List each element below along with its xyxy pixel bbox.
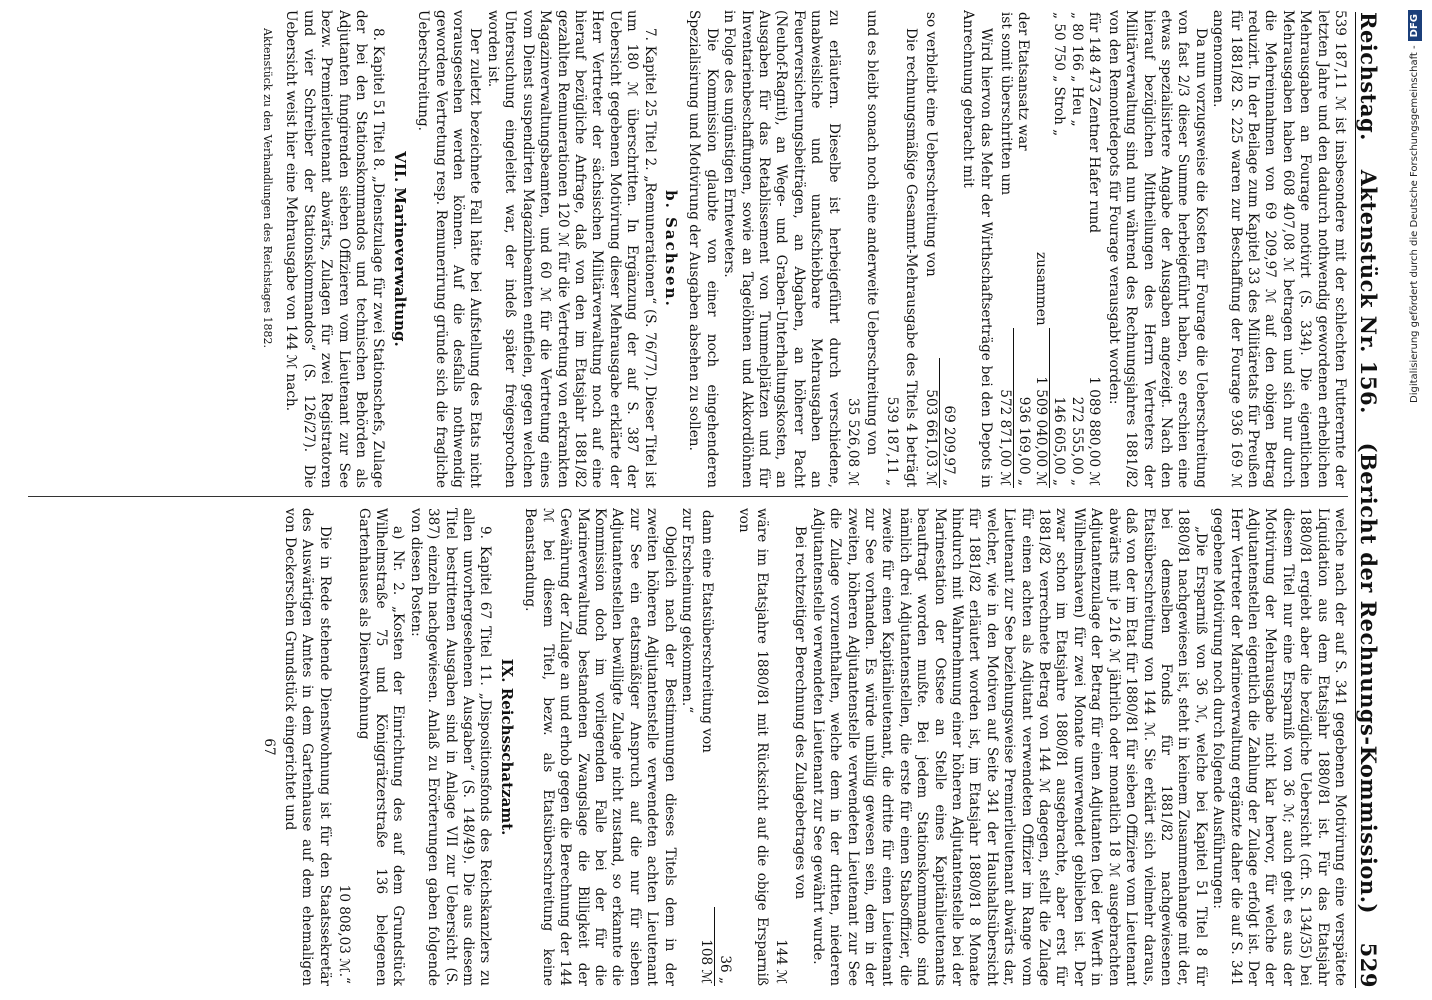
table-row bbox=[715, 508, 733, 986]
paragraph: Bei rechtzeitiger Berechnung des Zulagebetrages von bbox=[792, 526, 809, 900]
paragraph: Die rechnungsmäßige Gesammt-Mehrausgabe des Titels 4 beträgt bbox=[903, 28, 920, 488]
row-label: für 148 473 Zentner Hafer rund bbox=[1086, 12, 1103, 234]
row-label: der Etatsansatz war bbox=[1015, 12, 1032, 151]
row-value: 36 „ bbox=[716, 955, 733, 984]
section-heading: IX. Reichsschatzamt. bbox=[497, 658, 516, 836]
table-row bbox=[1068, 10, 1085, 488]
row-value: 69 209,97 „ bbox=[941, 405, 958, 486]
footnote: Aktenstück zu den Verhandlungen des Reichstages 1882. bbox=[261, 28, 275, 348]
paragraph: welche nach der auf S. 341 gegebenen Motivirung eine verspätete Liquidation aus dem Etatsjahr 1880/81 ist. Für das Etatsjahr 1880/81 ergiebt aber die bezügliche Uebersicht (cfr. S. 134/35) bei diesem Titel nur eine Ersparniß von 36 ℳ; auch geht es aus der Motivirung der Mehrausgabe nicht klar hervor, für welche der Adjutantenstellen eigentlich die Zahlung der Zulage erfolgt ist. Der Herr Vertreter der Marineverwaltung ergänzte daher die auf S. 341 gegebene Motivirung noch durch folgende Ausführungen: bbox=[1210, 508, 1348, 986]
paragraph: Die Kommission glaubte von einer noch eingehenderen Spezialisirung und Motivirung der Ausgaben absehen zu sollen. bbox=[686, 10, 720, 488]
row-value: 35 526,08 ℳ bbox=[845, 397, 862, 486]
calc-table bbox=[697, 508, 733, 986]
paragraph: Obgleich nach der Bestimmungen dieses Titels dem in der zweiten höheren Adjutantenstelle verwendeten achten Lieutenant zur See ein etatsmäßiger Anspruch auf die nur für sieben Adjutantenstellen bewilligte Zulage nicht zustand, so erkannte die Kommission doch im vorliegenden Falle bei der für die Marineverwaltung bestandenen Zwangslage die Billigkeit der Gewährung der Zulage an und erhob gegen die Berechnung der 144 ℳ bei diesem Titel, bezw. als Etatsüberschreitung keine Beanstandung. bbox=[522, 508, 678, 986]
paragraph: 8. Kapitel 51 Titel 8. „Dienstzulage für zwei Stationschefs, Zulage der bei den Stationskommandos und technischen Behörden als Adjutanten fungirenden sieben Offizieren vom Lieutenant zur See bezw. Premierlieutenant abwärts, Zulagen für zwei Registratoren und vier Schreiber der Stationskommandos“ (S. 126/27). Die Uebersicht weist hier eine Mehrausgabe von 144 ℳ nach. bbox=[283, 10, 387, 488]
column-divider bbox=[28, 496, 1348, 497]
row-value: 10 808,03 ℳ.“ bbox=[336, 884, 353, 984]
table-row bbox=[1032, 10, 1050, 488]
signature-mark: 67 bbox=[260, 738, 277, 756]
table-row bbox=[921, 10, 939, 488]
paragraph: „Die Ersparniß von 36 ℳ, welche bei Kapitel 51 Titel 8 für 1880/81 nachgewiesen ist, steht in keinem Zusammenhange mit der, bei demselben Fonds für 1881/82 nachgewiesenen Etatsüberschreitung von 144 ℳ. Sie erklärt sich vielmehr daraus, daß von der im Etat für 1880/81 für sieben Offiziere vom Lieutenant abwärts mit je 216 ℳ jährlich oder monatlich 18 ℳ ausgebrachten Adjutantenzulage der Betrag für einen Adjutanten (bei der Werft in Wilhelmshaven) für zwei Monate unverwendet geblieben ist. Der zwar schon im Etatsjahre 1880/81 ausgebrachte, aber erst für 1881/82 verrechnete Betrag von 144 ℳ dagegen, stellt die Zulage für einen achten als Adjutant verwendeten Offizier im Range vom Lieutenant zur See beziehungsweise Premierlieutenant abwärts dar, welcher, wie in den Motiven auf Seite 341 der Haushaltsübersicht für 1881/82 erläutert worden ist, im Etatsjahr 1880/81 8 Monate hindurch mit Wahrnehmung einer höheren Adjutantenstelle bei der Marinestation der Ostsee an Stelle eines Kapitänlieutenants beauftragt worden mußte. Bei jedem Stationskommando sind nämlich drei Adjutantenstellen, die erste für einen Stabsoffizier, die zweite für einen Kapitänlieutenant, die dritte für einen Lieutenant zur See vorhanden. Es würde unbillig gewesen sein, dem in der zweiten, höheren Adjutantenstelle verwendeten Lieutenant zur See die Zulage vorzuenthalten, welche dem in der dritten, niederen Adjutantenstelle verwendeten Lieutenant zur See gewährt wurde. bbox=[809, 508, 1209, 986]
paragraph: Die in Rede stehende Dienstwohnung ist für den Staatssekretär des Auswärtigen Amtes in dem Gartenhause auf dem ehemaligen von Deckerschen Grundstück eingerichtet und bbox=[282, 508, 333, 986]
paragraph: Da nun vorzugsweise die Kosten für Fourage die Ueberschreitung von fast 2/3 dieser Summe herbeigeführt haben, so erschien eine etwas spezialisirtere Angabe der Ausgaben angezeigt. Nach den hierauf bezüglichen Mittheilungen des Herrn Vertreters der Militärverwaltung sind nun während des Rechnungsjahres 1881/82 von den Remontedepots für Fourage verausgabt worden: bbox=[1105, 10, 1209, 488]
row-label: „ 50 750 „ Stroh „ bbox=[1051, 12, 1068, 137]
paragraph: zur Erscheinung gekommen.“ bbox=[678, 508, 695, 714]
table-row bbox=[1014, 10, 1032, 488]
paragraph: 539 187,11 ℳ ist insbesondere mit der schlechten Futterernte der letzten Jahre und den dadurch nothwendig gewordenen erheblichen Mehrausgaben an Fourage motivirt (S. 334). Die eigentlichen Mehrausgaben haben 608 407,08 ℳ betragen und sich nur durch die Mehreinnahmen von 69 209,97 ℳ auf den obigen Betrag reduzirt. In der Beilage zum Kapitel 33 des Militäretats für Preußen für 1881/82 S. 225 waren zur Beschaffung der Fourage 936 169 ℳ angenommen. bbox=[1210, 10, 1348, 488]
section-heading: VII. Marineverwaltung. bbox=[390, 151, 409, 347]
header-right-title: (Bericht der Rechnungs-Kommission.) bbox=[1356, 442, 1381, 914]
row-value: 572 871,00 ℳ bbox=[996, 328, 1014, 488]
row-label: „ 80 166 „ Heu „ bbox=[1068, 12, 1085, 127]
row-value: 503 661,03 ℳ bbox=[921, 358, 939, 488]
table-row bbox=[996, 10, 1014, 488]
row-value: 144 ℳ bbox=[773, 939, 789, 984]
table-row bbox=[939, 10, 957, 488]
right-column bbox=[28, 508, 1348, 986]
row-value: 272 555,00 „ bbox=[1068, 396, 1085, 486]
row-label: ist somit überschritten um bbox=[997, 12, 1014, 196]
table-row bbox=[1050, 10, 1068, 488]
header-left: Reichstag. bbox=[1356, 12, 1381, 141]
calc-table bbox=[882, 10, 899, 488]
table-row bbox=[882, 10, 899, 488]
paragraph: Wird hiervon das Mehr der Wirthschaftserträge bei den Depots in Anrechnung gebracht mit bbox=[960, 10, 994, 488]
calc-table bbox=[772, 508, 789, 986]
table-row bbox=[335, 508, 352, 986]
row-value: 1 509 040,00 ℳ bbox=[1032, 328, 1050, 488]
paragraph: und es bleibt sonach noch eine anderweite Ueberschreitung von bbox=[864, 10, 881, 456]
left-column bbox=[28, 10, 1348, 488]
table-row bbox=[844, 10, 861, 488]
row-value: 146 605,00 „ bbox=[1051, 396, 1068, 486]
row-label: dann eine Etatsüberschreitung von bbox=[698, 510, 715, 753]
table-row bbox=[1085, 10, 1102, 488]
running-header bbox=[1355, 12, 1386, 988]
dfg-logo: DFG bbox=[1408, 10, 1422, 41]
credit-text: Digitalisierung gefördert durch die Deutsche Forschungsgemeinschaft - bbox=[1409, 45, 1420, 403]
row-label: zusammen bbox=[1033, 252, 1050, 326]
fourage-table bbox=[996, 10, 1102, 488]
row-value: 539 187,11 „ bbox=[883, 396, 900, 486]
calc-table bbox=[921, 10, 957, 488]
calc-table bbox=[844, 10, 861, 488]
paragraph: 7. Kapitel 25 Titel 2. „Remunerationen“ (S. 76/77). Dieser Titel ist um 180 ℳ überschritten. In Ergänzung der auf S. 387 der Uebersicht gegebenen Motivirung dieser Mehrausgabe erklärte der Herr Vertreter der sächsischen Militärverwaltung noch auf eine hierauf bezügliche Anfrage, daß von den im Etatsjahr 1881/82 gezahlten Remunerationen 120 ℳ für die Vertretung von erkrankten Magazinverwaltungsbeamten, und 60 ℳ für die Vertretung eines vom Dienst suspendirten Magazinbeamten entfielen, gegen welchen Untersuchung eingeleitet war, der indeß später freigesprochen worden ist. bbox=[484, 10, 658, 488]
paragraph: 9. Kapitel 67 Titel 11. „Dispositionsfonds des Reichskanzlers zu allen unvorhergesehenen Ausgaben“ (S. 148/49). Die aus diesem Titel bestrittenen Ausgaben sind in Anlage VII zur Uebersicht (S. 387) einzeln nachgewiesen. Anlaß zu Erörterungen gaben folgende von diesen Posten: bbox=[407, 508, 494, 986]
paragraph: zu erläutern. Dieselbe ist herbeigeführt durch verschiedene, unabweisliche und unaufschiebbare Mehrausgaben an Feuerversicherungsbeiträgen, an Abgaben, an höherer Pacht (Neuhof-Ragnit), an Wege- und Graben-Unterhaltungskosten, an Ausgaben für das Retablissement von Tummelplätzen und für Inventarienbeschaffungen, sowie an Tagelöhnen und Akkordlöhnen in Folge des ungünstigen Ernteweters. bbox=[721, 10, 842, 488]
page-number: 529 bbox=[1356, 942, 1381, 988]
row-value: 108 ℳ bbox=[697, 907, 715, 986]
row-label: so verbleibt eine Ueberschreitung von bbox=[922, 12, 939, 277]
table-row bbox=[697, 508, 715, 986]
table-row bbox=[772, 508, 789, 986]
calc-table bbox=[335, 508, 352, 986]
paragraph: Der zuletzt bezeichnete Fall hätte bei Aufstellung des Etats nicht vorausgesehen werden können. Auf die desfalls nothwendig gewordene Vertretung resp. Remunerirung gründe sich die fragliche Ueberschreitung. bbox=[415, 10, 484, 488]
subsection-heading: b. Sachsen. bbox=[661, 190, 680, 308]
paragraph: wäre im Etatsjahre 1880/81 mit Rücksicht auf die obige Ersparniß von bbox=[736, 508, 770, 986]
header-center: Aktenstück Nr. 156. bbox=[1356, 169, 1381, 414]
paragraph: a) Nr. 2. „Kosten der Einrichtung des auf dem Grundstück Wilhelmstraße 75 und Königgrätzerstraße 136 belegenen Gartenhauses als Dienstwohnung bbox=[355, 508, 407, 986]
digitization-credit bbox=[1402, 10, 1428, 990]
row-value: 1 089 880,00 ℳ bbox=[1086, 376, 1103, 486]
row-value: 936 169,00 „ bbox=[1015, 396, 1032, 486]
